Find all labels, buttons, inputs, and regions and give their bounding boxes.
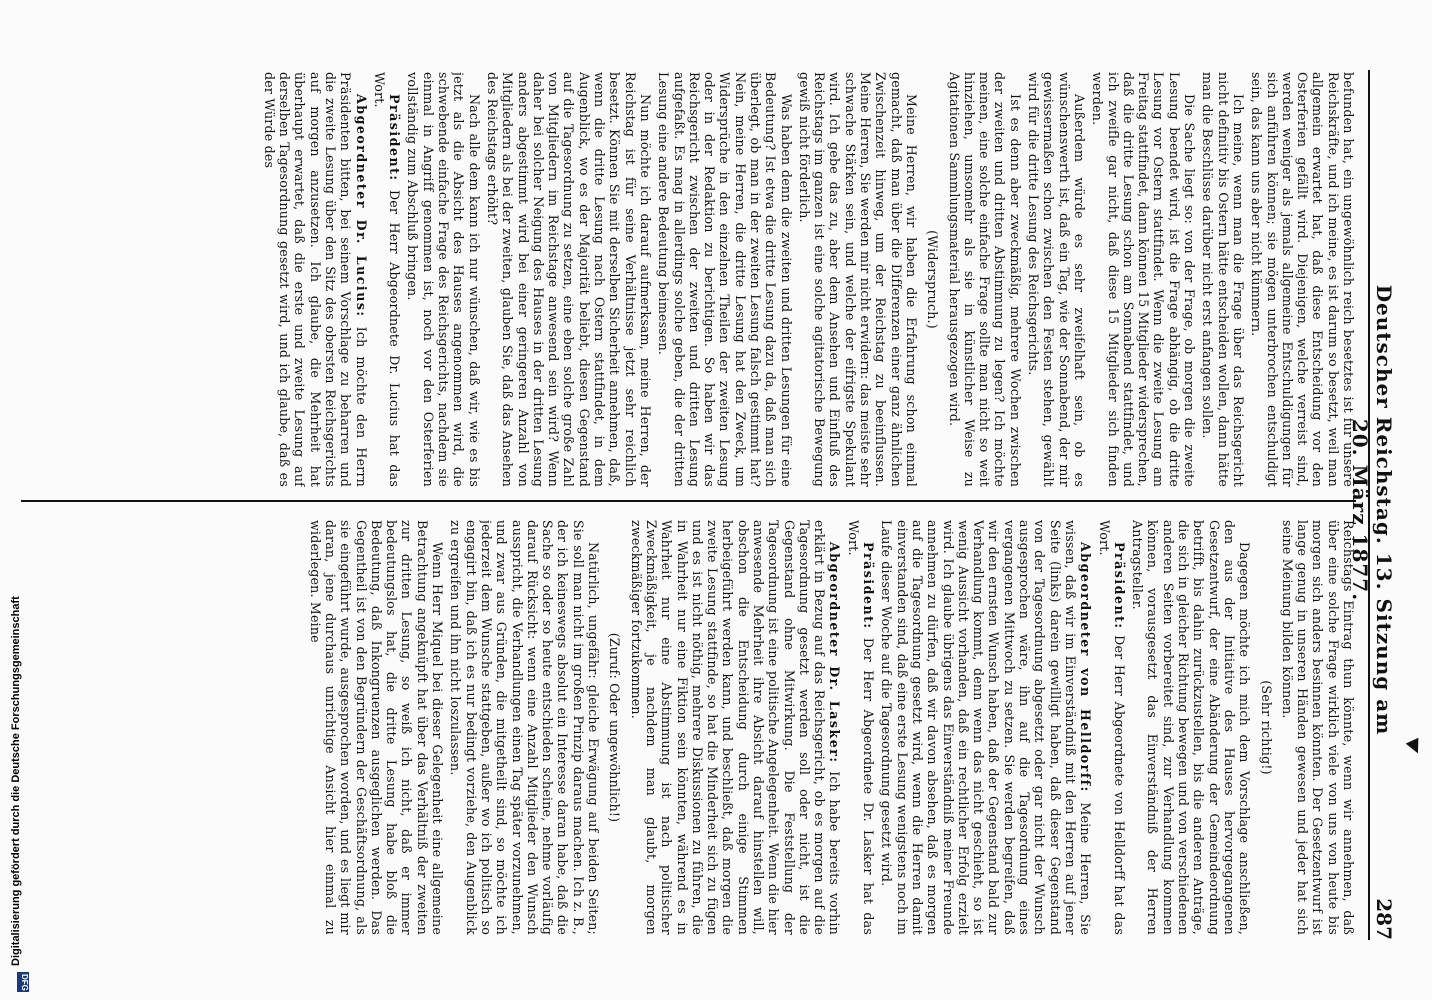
speech [262,72,369,487]
right-column [26,520,1356,935]
speaker-label: Abgeordneter Dr. Lucius: [353,94,369,318]
page-number: 287 [1372,898,1396,940]
digitization-sidebar [10,0,30,1000]
paragraph: Was haben denn die zweiten und dritten Lesungen für eine Bedeutung? Ist etwa die dritte Lesung dazu da, daß man sich überlegt, ob man in der zweiten Lesung falsch gestimmt hat? Nein, meine Herren, die dritte Lesung hat den Zweck, um Widersprüche in den einzelnen Theilen der zweiten Lesung oder in der Redaktion zu berichtigen. So haben wir das Reichsgericht zwischen der zweiten und dritten Lesung aufgefaßt. Es mag in allerdings solche geben, die der dritten Lesung eine andere Bedeutung beimessen. [656,72,794,487]
paragraph: Außerdem würde es sehr zweifelhaft sein, ob es wünschenswerth ist, daß ein Tag, wie der Sonnabend, der mir gewissermaßen schon zwischen den Festen stehen, gewählt wird für die dritte Lesung des Reichsgerichts. [1026,72,1087,487]
dfg-logo-icon: DFG [17,972,29,992]
speech [1096,520,1127,935]
speech [879,520,1093,935]
speech-text: Meine Herren, Sie wissen, daß wir im Einverständniß mit den Herren auf jener Seite (links) darein gewilligt haben, daß dieser Gegenstand von der Tagesordnung abgesetzt oder gar nicht der Wunsch ausgesprochen wäre, ihn auf die Tagesordnung eines vergangenen Mittwoch zu setzen. Sie werden begreifen, daß wir den ernsten Wunsch haben, daß der Gegenstand bald zur Verhandlung kommt, denn wenn das nicht geschieht, so ist wenig Aussicht vorhanden, daß ein rechtlicher Erfolg erzielt wird. Ich glaube übrigens das Einverständniß meiner Freunde annehmen zu dürfen, daß wir davon absehen, daß es morgen auf die Tagesordnung gesetzt wird, wenn die Herren damit einverstanden sind, daß eine erste Lesung wenigstens noch im Laufe dieser Woche auf die Tagesordnung gesetzt wird. [879,520,1094,935]
interjection: (Widerspruch.) [925,230,941,329]
speech-text: Der Herr Abgeordnete Dr. Lucius hat das Wort. [371,72,403,487]
page-title: Deutscher Reichstag. 13. Sitzung am 20. März 1877. [1348,284,1396,736]
paragraph: Nun möchte ich darauf aufmerksam, meine Herren, der Reichstag ist für seine Verhältnisse jetzt sehr reichlich besetzt. Können Sie mit derselben Sicherheit annehmen, daß, wenn die dritte Lesung nach Ostern stattfindet, in dem Augenblick, wo es der Majorität beliebt, diesen Gegenstand auf die Tagesordnung zu setzen, eine eben solche große Zahl von Mitgliedern im Reichstage anwesend sein wird? Wenn daher bei solcher Neigung des Hauses in der dritten Lesung anders abgestimmt wird bei einer geringeren Anzahl von Mitgliedern als bei der zweiten, glauben Sie, daß das Ansehen des Reichstags erhöht? [484,72,653,487]
speech [372,72,403,487]
paragraph: Dagegen möchte ich mich dem Vorschlage anschließen, den aus der Initiative des Hauses hervorgegangenen Gesetzentwurf, der eine Abänderung der Gemeindeordnung betrifft, bis dahin zurückzustellen, bis die anderen Anträge, die sich in gleicher Richtung bewegen und von verschiedenen anderen Seiten vorbereitet sind, zur Verhandlung kommen können, vorausgesetzt das Einverständniß der Herren Antragsteller. [1130,520,1253,935]
speech-text: Der Herr Abgeordnete von Helldorff hat das Wort. [1096,520,1127,935]
paragraph: Ist es denn aber zweckmäßig, mehrere Wochen zwischen der zweiten und dritten Abstimmung zu legen? Ich möchte meinen, eine solche einfache Frage sollte man nicht so weit hinziehen, umsomehr als sie in künstlicher Weise zu Agitationen Sammlungsmaterial herausgezogen wird. [946,72,1023,487]
interjection: (Zuruf: Oder ungewöhnlich!) [607,632,623,823]
speech-text: Ich möchte den Herrn Präsidenten bitten, bei seinem Vorschlage zu beharren und die zweite Lesung über den Sitz des obersten Reichsgerichts auf morgen anzusetzen. Ich glaube, die Mehrheit hat überhaupt erwartet, daß die erste und zweite Lesung auf derselben Tagesordnung gesetzt wird, und ich glaube, daß es der Würde des [261,72,369,487]
speaker-label: Präsident: [861,542,877,630]
speaker-label: Abgeordneter von Helldorff: [1078,542,1094,793]
paragraph: Die Sache liegt so: von der Frage, ob morgen die zweite Lesung beendet wird, ist die Frage abhängig, ob die dritte Lesung vor Ostern stattfindet. Wenn die zweite Lesung am Freitag stattfindet, dann können 15 Mitglieder widersprechen, daß die dritte Lesung schon am Sonnabend stattfindet, und ich zweifle gar nicht, daß diese 15 Mitglieder sich finden werden. [1090,72,1198,487]
paragraph: Nach alle dem kann ich nur wünschen, daß wir, wie es bis jetzt als die Absicht des Hauses angenommen wird, die schwebende einfache Frage des Reichsgerichts, nachdem sie einmal in Angriff genommen ist, noch vor den Osterferien vollständig zum Abschluß bringen. [405,72,482,487]
paragraph: Natürlich, ungefähr: gleiche Erwägung auf beiden Seiten; Sie soll man nicht im großen Prinzip daraus machen. Ich z. B., der ich keineswegs absolut ein Interesse daran habe, daß die Sache so oder so heute entschieden scheine, nehme vorläufig darauf Rücksicht: wenn eine Anzahl Mitglieder den Wunsch ausspricht, die Verhandlungen einen Tag später vorzunehmen, und zwar aus Gründen, die mitgetheilt sind, so möchte ich jederzeit dem Wunsche stattgeben, außer wo ich politisch so engagirt bin, daß ich es nur bedingt vorziehe, den Augenblick zu ergreifen und ihn nicht loszulassen. [448,520,602,935]
paragraph: Meine Herren, wir haben die Erfahrung schon einmal gemacht, daß man über die Differenzen einer ganz ähnlichen Zwischenzeit hinweg, um der Reichstag zu beeinflussen. Meine Herren, Sie werden mir nicht erwidern: das meiste sehr schwache Stärken sein, und welche der eifrigste Spekulant wird. Ich gebe das zu, aber dem Ansehen und Einfluß des Reichstags im ganzen ist eine solche agitatorische Bewegung gewiß nicht förderlich. [796,72,919,487]
column-divider [21,500,1356,502]
speech-text: Der Herr Abgeordnete Dr. Lasker hat das Wort. [845,520,877,935]
speaker-label: Präsident: [387,94,403,182]
paragraph: Ich meine, wenn man die Frage über das Reichsgericht nicht definitiv bis Ostern hätte entscheiden wollen, dann hätte man die Beschlüsse darüber nicht erst anfangen sollen. [1200,72,1246,487]
speech [628,520,842,935]
paragraph: Reichstags Eintrag thun könnte, wenn wir annehmen, daß über eine solche Frage wirklich viele von uns von heute bis morgen sich anders besinnen könnten. Der Gesetzentwurf ist lange genug in unseren Händen gewesen und jeder hat sich seine Meinung bilden können. [1279,520,1356,935]
left-column [26,72,1356,487]
speech-text: Ich habe bereits vorhin erklärt in Bezug auf das Reichsgericht, ob es morgen auf die Tagesordnung gesetzt werden soll oder nicht, ist die Gegenstand ohne Mitwirkung. Die Feststellung der Tagesordnung ist eine politische Angelegenheit. Wenn die hier anwesende Mehrheit ihre Absicht darauf hinstellen will, obschon die Entscheidung durch einige Stimmen herbeigeführt werden kann, und beschließt, daß morgen die zweite Lesung stattfinde, so hat die Minderheit sich zu fügen und es ist nicht nöthig, mehrere Diskussionen zu führen, die in Wahrheit nur eine Fiktion sein könnten, während es in Wahrheit nur eine Abstimmung ist nach politischer Zweckmäßigkeit, je nachdem man glaubt, morgen zweckmäßiger fortzukommen. [628,520,843,935]
interjection: (Sehr richtig!) [1258,680,1274,775]
page-header [1348,70,1396,940]
speaker-label: Präsident: [1111,542,1127,630]
speech [846,520,877,935]
paragraph: befunden hat, ein ungewöhnlich reich besetztes ist für unsere Reichskräfte, und ich meine, es ist darum so besetzt, weil man allgemein erwartet hat, daß diese Entscheidung vor den Osterferien gefällt wird. Diejenigen, welche verreist sind, werden weniger als jemals allgemeine Entschuldigungen für sich anführen können; sie mögen unterbrochen entschuldigt sein, das kann uns aber nicht kümmern. [1249,72,1356,487]
digitization-credit: Digitalisierung gefördert durch die Deutsche Forschungsgemeinschaft [10,596,22,966]
speaker-label: Abgeordneter Dr. Lasker: [827,542,843,764]
paragraph: Wenn Herr Miquel bei dieser Gelegenheit eine allgemeine Betrachtung angeknüpft hat über das Verhältniß der zweiten zur dritten Lesung, so weiß ich nicht, daß er immer bedeutungslos hat, die dritte Lesung habe bloß die Bedeutung, daß Inkongruenzen ausgeglichen werden. Das Gegentheil ist von den Begründern der Geschäftsordnung, als sie eingeführt wurde, ausgesprochen worden, und es liegt mir daran, jene durchaus unrichtige Ansicht hier einmal zu widerlegen. Meine [307,520,446,935]
